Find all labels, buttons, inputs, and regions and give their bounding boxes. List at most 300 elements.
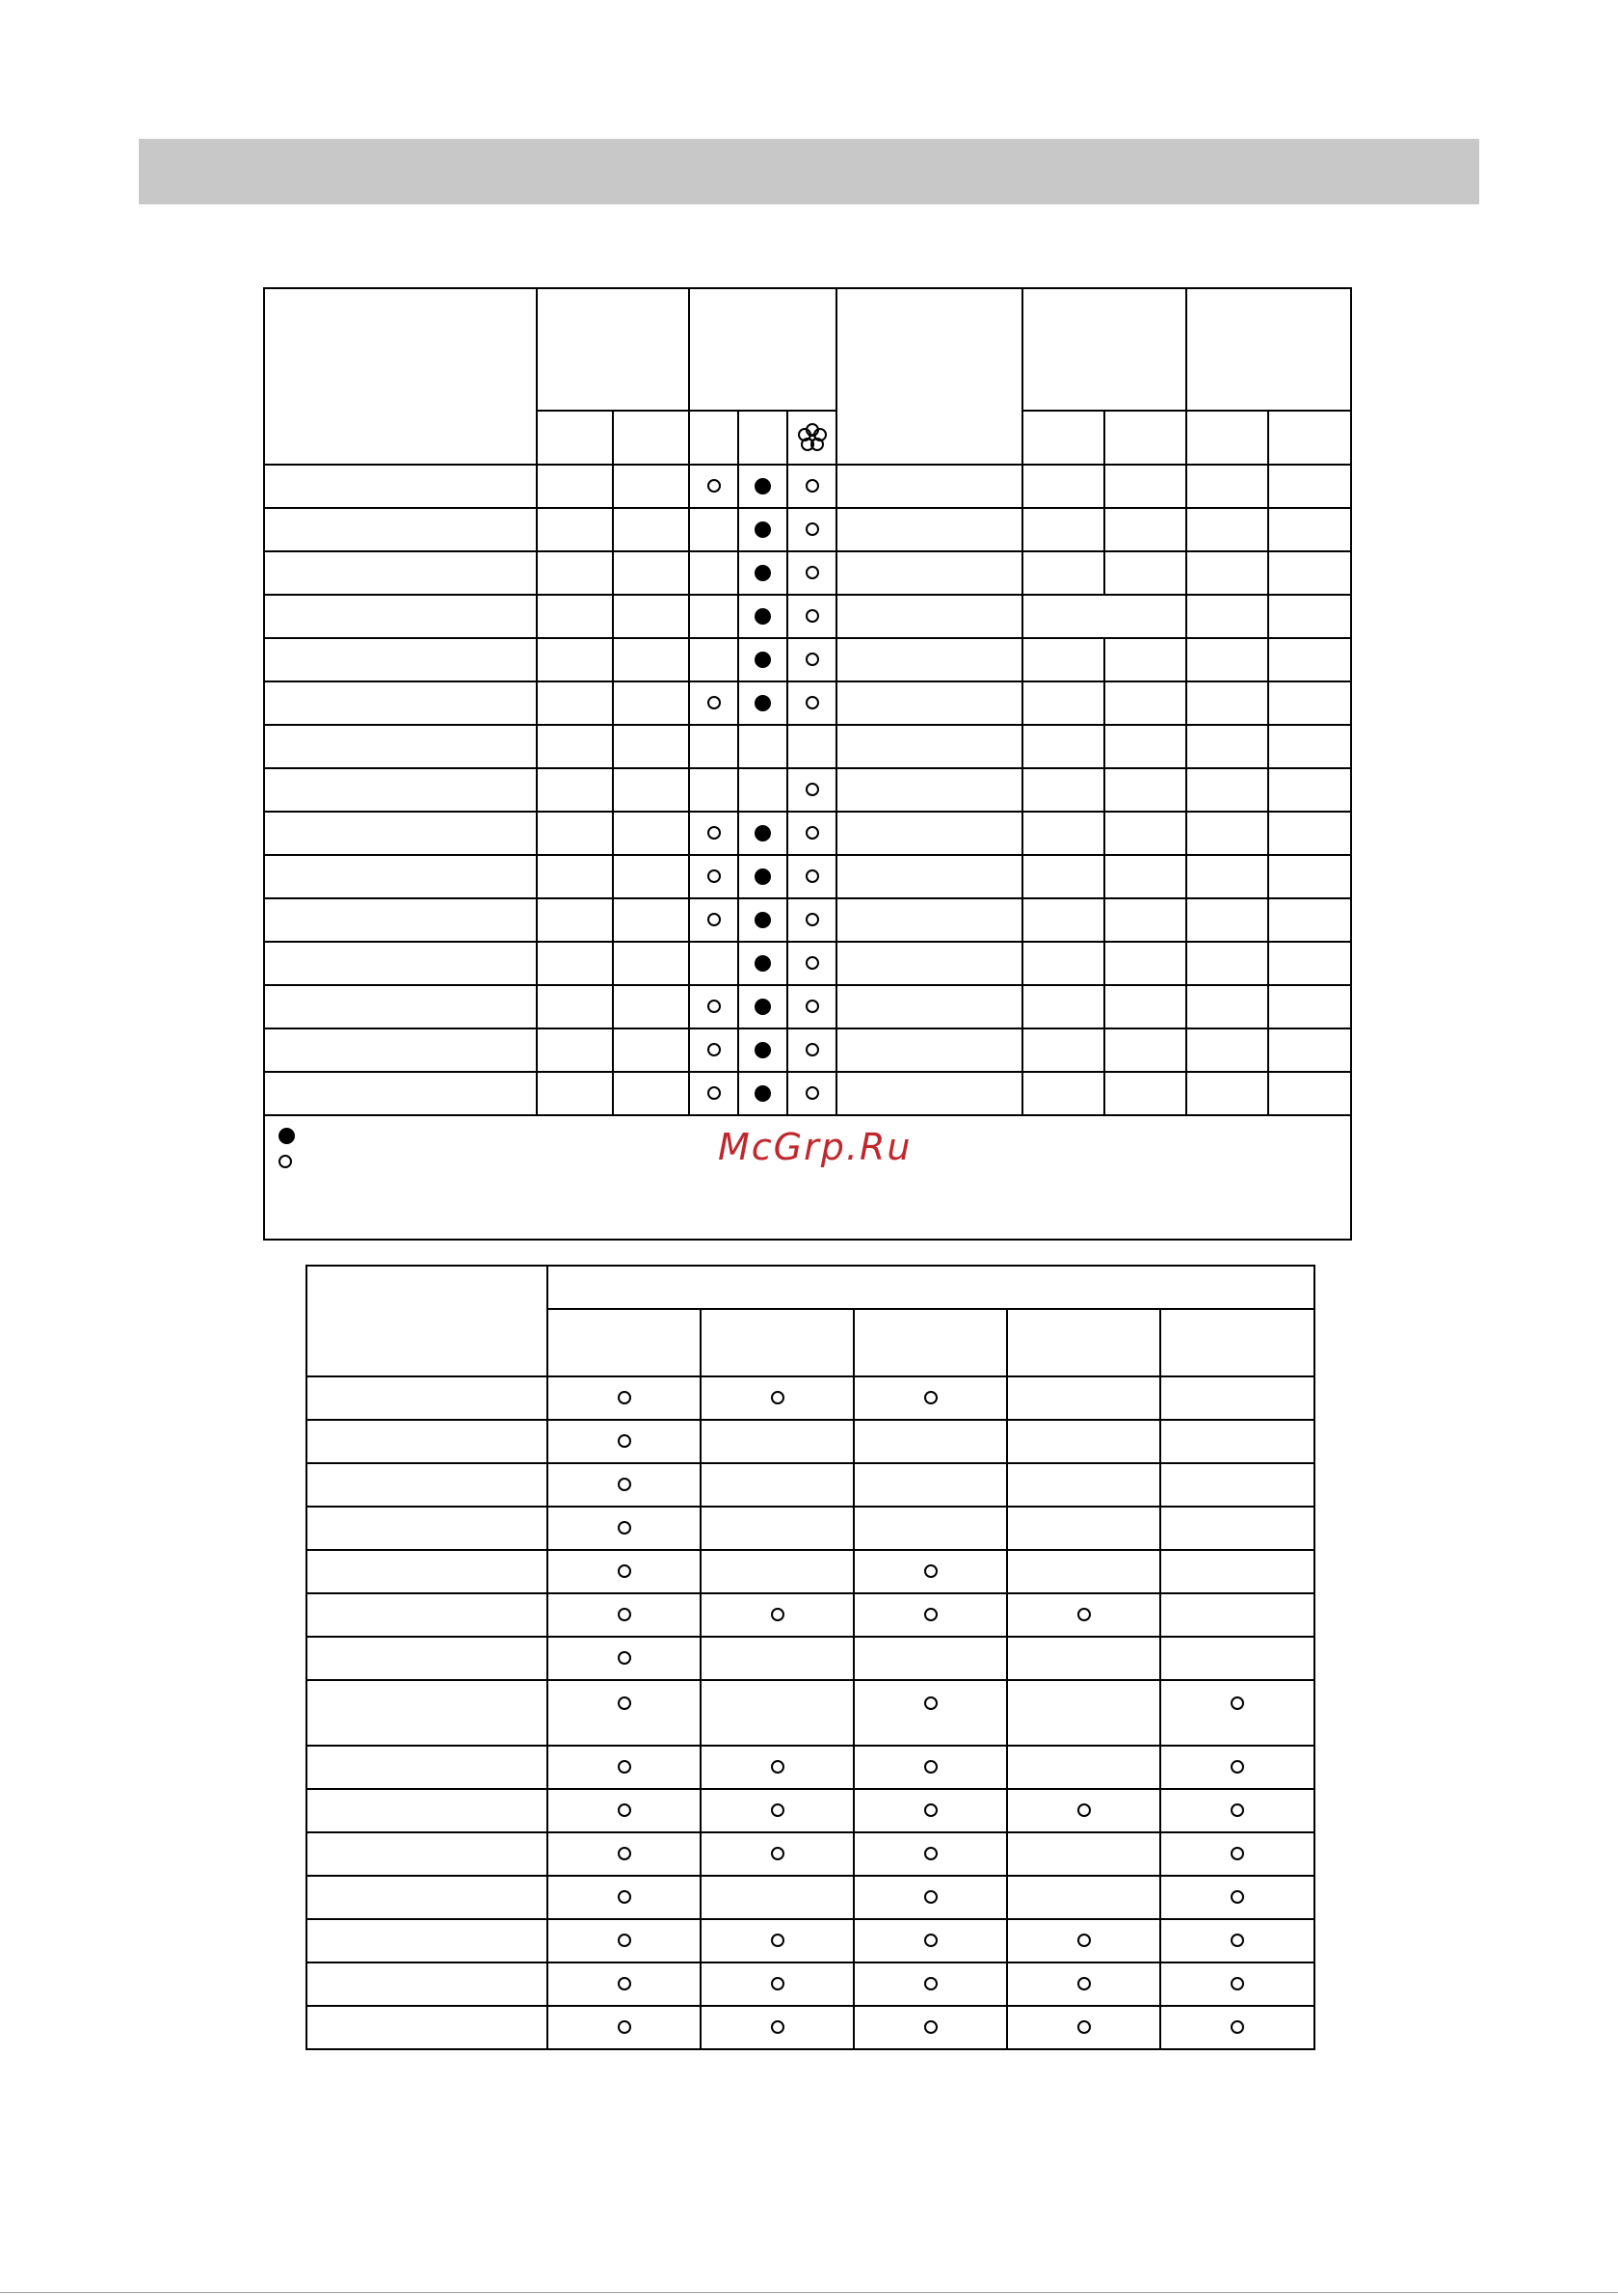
table-cell (306, 1962, 547, 2006)
table-cell (836, 898, 1022, 942)
table-cell (1268, 898, 1351, 942)
table-cell (1186, 942, 1268, 985)
table-cell (689, 638, 738, 681)
table-row (264, 942, 1351, 985)
table-cell (701, 1746, 854, 1789)
table-cell (1022, 725, 1104, 768)
table-cell (836, 1028, 1022, 1072)
subheader-cell (547, 1309, 701, 1376)
table-row (264, 508, 1351, 551)
table-cell (537, 985, 613, 1028)
table-cell (1104, 768, 1186, 812)
table-cell (1268, 1072, 1351, 1115)
filled-circle-icon (755, 1042, 771, 1058)
table-cell (854, 1746, 1007, 1789)
table-cell (1022, 898, 1104, 942)
table-cell (537, 638, 613, 681)
table-cell (689, 942, 738, 985)
table-cell (264, 1028, 537, 1072)
table-cell (1104, 681, 1186, 725)
open-circle-icon (618, 1760, 631, 1774)
table-cell (787, 681, 836, 725)
table-cell (787, 1028, 836, 1072)
table-cell (1007, 1919, 1160, 1962)
open-circle-icon (1077, 1934, 1091, 1947)
table-header-row (264, 288, 1351, 411)
table-header-row (306, 1266, 1314, 1309)
table-cell (738, 681, 787, 725)
table-cell (537, 1072, 613, 1115)
page-bottom-edge (0, 2292, 1618, 2293)
table-cell (689, 812, 738, 855)
table-cell (787, 942, 836, 985)
table-row (264, 681, 1351, 725)
table-cell (1104, 551, 1186, 595)
table-row (306, 1919, 1314, 1962)
table-cell (1186, 1072, 1268, 1115)
table-cell (264, 595, 537, 638)
table-cell (264, 465, 537, 508)
table-row (306, 1789, 1314, 1832)
table-cell (547, 1789, 701, 1832)
header-bar (139, 139, 1479, 204)
table-cell (787, 855, 836, 898)
header-cell (264, 288, 537, 465)
table-cell (701, 1376, 854, 1420)
filled-circle-icon (755, 1085, 771, 1102)
table-cell (1268, 768, 1351, 812)
table-row (306, 1876, 1314, 1919)
table-cell (1268, 855, 1351, 898)
header-cell (689, 288, 836, 411)
table-cell (854, 2006, 1007, 2049)
subheader-cell (1022, 411, 1104, 465)
filled-circle-icon (755, 521, 771, 538)
table-cell (613, 465, 689, 508)
open-circle-icon (771, 2020, 784, 2034)
filled-circle-icon (755, 695, 771, 711)
table-cell (547, 1832, 701, 1876)
open-circle-icon (806, 479, 819, 493)
table-cell (1268, 508, 1351, 551)
table-cell (1007, 1507, 1160, 1550)
table-cell (306, 1593, 547, 1637)
table-cell (787, 638, 836, 681)
table-row (306, 1746, 1314, 1789)
open-circle-icon (771, 1934, 784, 1947)
table-cell (613, 1072, 689, 1115)
table-cell (689, 985, 738, 1028)
table-cell (1022, 768, 1104, 812)
table-cell (836, 855, 1022, 898)
filled-circle-icon (755, 565, 771, 581)
table-row (306, 1962, 1314, 2006)
table-cell (738, 551, 787, 595)
table-cell (787, 985, 836, 1028)
table-cell (836, 595, 1022, 638)
table-cell (264, 508, 537, 551)
table-cell (613, 898, 689, 942)
table-cell (1160, 1680, 1314, 1746)
header-cell (1022, 288, 1186, 411)
table-cell (787, 508, 836, 551)
subheader-cell (537, 411, 613, 465)
open-circle-icon (924, 1934, 938, 1947)
table-cell (1007, 1876, 1160, 1919)
open-circle-icon (806, 653, 819, 666)
open-circle-icon (618, 1391, 631, 1404)
table-cell (613, 812, 689, 855)
open-circle-icon (618, 1803, 631, 1817)
table-cell (1104, 1028, 1186, 1072)
table-cell (264, 985, 537, 1028)
table-cell (689, 508, 738, 551)
table-cell (1160, 1463, 1314, 1507)
table-cell (537, 942, 613, 985)
table-cell (701, 1832, 854, 1876)
features-table-body (264, 288, 1351, 1240)
subheader-cell (689, 411, 738, 465)
table-cell (738, 898, 787, 942)
table-cell (1160, 1550, 1314, 1593)
open-circle-icon (924, 1760, 938, 1774)
table-cell (537, 465, 613, 508)
table-cell (1160, 1789, 1314, 1832)
table-cell (1160, 1876, 1314, 1919)
table-cell (306, 1463, 547, 1507)
table-row (264, 638, 1351, 681)
table-cell (547, 1919, 701, 1962)
table-cell (701, 1962, 854, 2006)
open-circle-icon (618, 1434, 631, 1448)
open-circle-icon (924, 1608, 938, 1621)
table-row (306, 1593, 1314, 1637)
table-cell (1160, 2006, 1314, 2049)
table-cell (836, 812, 1022, 855)
table-row (264, 855, 1351, 898)
table-row (306, 1420, 1314, 1463)
table-cell (836, 638, 1022, 681)
table-cell (613, 1028, 689, 1072)
table-cell (689, 725, 738, 768)
table-cell (1160, 1746, 1314, 1789)
table-cell (689, 1072, 738, 1115)
open-circle-icon (1231, 2020, 1244, 2034)
table-cell (854, 1507, 1007, 1550)
table-cell (1022, 551, 1104, 595)
table-cell (1007, 1637, 1160, 1680)
table-cell (1186, 595, 1268, 638)
filled-circle-icon (279, 1128, 295, 1144)
table-cell (547, 1680, 701, 1746)
table-cell (537, 898, 613, 942)
table-cell (1007, 1962, 1160, 2006)
table-cell (1160, 1420, 1314, 1463)
table-cell (1022, 985, 1104, 1028)
table-cell (613, 681, 689, 725)
table-cell (613, 768, 689, 812)
table-cell (1022, 1072, 1104, 1115)
table-cell (1104, 898, 1186, 942)
table-cell (537, 1028, 613, 1072)
table-cell (738, 1072, 787, 1115)
table-cell (1007, 1420, 1160, 1463)
open-circle-icon (806, 1086, 819, 1100)
open-circle-icon (771, 1760, 784, 1774)
header-cell (537, 288, 689, 411)
table-row (264, 725, 1351, 768)
open-circle-icon (806, 783, 819, 796)
table-cell (537, 551, 613, 595)
table-cell (547, 1376, 701, 1420)
open-circle-icon (806, 696, 819, 709)
table-cell (787, 1072, 836, 1115)
table-cell (1160, 1832, 1314, 1876)
table-cell (1268, 551, 1351, 595)
open-circle-icon (924, 2020, 938, 2034)
table-cell (854, 1832, 1007, 1876)
legend-item (279, 1128, 295, 1144)
table-cell (547, 1593, 701, 1637)
table-cell (613, 508, 689, 551)
table-cell (547, 1463, 701, 1507)
table-cell (264, 638, 537, 681)
subheader-cell (1268, 411, 1351, 465)
table-cell (1007, 1593, 1160, 1637)
table-cell (537, 812, 613, 855)
table-cell (306, 1550, 547, 1593)
table-cell (854, 1593, 1007, 1637)
table-cell (1007, 1746, 1160, 1789)
table-cell (1268, 638, 1351, 681)
table-cell (1022, 638, 1104, 681)
table-cell (836, 681, 1022, 725)
open-circle-icon (618, 1564, 631, 1578)
table-cell (738, 942, 787, 985)
table-cell (701, 1919, 854, 1962)
open-circle-icon (924, 1391, 938, 1404)
table-cell (264, 942, 537, 985)
open-circle-icon (771, 1608, 784, 1621)
table-cell (1268, 985, 1351, 1028)
subheader-cell (701, 1309, 854, 1376)
table-row (264, 595, 1351, 638)
table-cell (689, 1028, 738, 1072)
table-cell (738, 768, 787, 812)
table-cell (854, 1962, 1007, 2006)
table-cell (547, 2006, 701, 2049)
table-cell (547, 1746, 701, 1789)
table-cell (787, 595, 836, 638)
table-cell (1268, 725, 1351, 768)
table-row (264, 812, 1351, 855)
filled-circle-icon (755, 912, 771, 928)
open-circle-icon (707, 826, 721, 840)
header-cell (836, 288, 1022, 465)
options-table (305, 1265, 1315, 2050)
table-row (306, 1550, 1314, 1593)
open-circle-icon (806, 566, 819, 579)
table-cell (836, 985, 1022, 1028)
table-cell (1160, 1637, 1314, 1680)
table-row (306, 1680, 1314, 1746)
header-cell (547, 1266, 1314, 1309)
table-cell (1186, 681, 1268, 725)
table-cell (1022, 508, 1104, 551)
table-cell (854, 1789, 1007, 1832)
table-cell (701, 1420, 854, 1463)
subheader-cell (738, 411, 787, 465)
table-cell (306, 1789, 547, 1832)
table-cell (854, 1550, 1007, 1593)
table-cell (1160, 1376, 1314, 1420)
header-cell (1186, 288, 1351, 411)
table-row (306, 1832, 1314, 1876)
table-cell (1268, 465, 1351, 508)
table-cell (1186, 898, 1268, 942)
table-cell (1022, 812, 1104, 855)
open-circle-icon (771, 1977, 784, 1990)
open-circle-icon (707, 1086, 721, 1100)
open-circle-icon (618, 1651, 631, 1665)
table-cell (1186, 855, 1268, 898)
open-circle-icon (924, 1847, 938, 1860)
table-cell (1268, 812, 1351, 855)
open-circle-icon (618, 1696, 631, 1710)
table-cell (613, 942, 689, 985)
open-circle-icon (1077, 1803, 1091, 1817)
open-circle-icon (806, 869, 819, 883)
table-cell (547, 1550, 701, 1593)
table-cell (689, 465, 738, 508)
table-cell (1186, 812, 1268, 855)
open-circle-icon (806, 1000, 819, 1013)
table-cell (738, 812, 787, 855)
open-circle-icon (924, 1890, 938, 1904)
filled-circle-icon (755, 999, 771, 1015)
table-cell (1022, 595, 1186, 638)
table-cell (1104, 725, 1186, 768)
table-row (264, 985, 1351, 1028)
table-cell (537, 855, 613, 898)
table-cell (701, 1550, 854, 1593)
subheader-cell (1160, 1309, 1314, 1376)
table-cell (1007, 1463, 1160, 1507)
table-cell (264, 898, 537, 942)
table-cell (306, 1376, 547, 1420)
open-circle-icon (924, 1564, 938, 1578)
filled-circle-icon (755, 652, 771, 668)
open-circle-icon (1231, 1803, 1244, 1817)
open-circle-icon (1231, 1696, 1244, 1710)
table-cell (854, 1680, 1007, 1746)
table-cell (1186, 1028, 1268, 1072)
table-row (264, 465, 1351, 508)
table-row (306, 1637, 1314, 1680)
table-cell (689, 551, 738, 595)
table-cell (1268, 1028, 1351, 1072)
table-cell (1022, 465, 1104, 508)
open-circle-icon (618, 2020, 631, 2034)
table-cell (264, 725, 537, 768)
table-cell (1268, 595, 1351, 638)
table-cell (738, 508, 787, 551)
features-table (263, 287, 1352, 1241)
open-circle-icon (1077, 2020, 1091, 2034)
flower-icon (796, 421, 829, 454)
open-circle-icon (924, 1803, 938, 1817)
table-cell (1022, 681, 1104, 725)
table-cell (787, 812, 836, 855)
table-cell (1022, 1028, 1104, 1072)
filled-circle-icon (755, 868, 771, 885)
table-cell (836, 725, 1022, 768)
table-cell (537, 595, 613, 638)
open-circle-icon (1231, 1934, 1244, 1947)
subheader-cell (1186, 411, 1268, 465)
table-cell (306, 1832, 547, 1876)
table-cell (1186, 508, 1268, 551)
open-circle-icon (618, 1890, 631, 1904)
table-cell (1186, 465, 1268, 508)
table-row (264, 1028, 1351, 1072)
table-cell (689, 595, 738, 638)
open-circle-icon (618, 1977, 631, 1990)
table-cell (306, 1680, 547, 1746)
table-row (264, 551, 1351, 595)
open-circle-icon (806, 609, 819, 623)
open-circle-icon (771, 1391, 784, 1404)
open-circle-icon (618, 1521, 631, 1535)
table-cell (264, 681, 537, 725)
table-cell (836, 942, 1022, 985)
table-cell (547, 1507, 701, 1550)
table-cell (264, 768, 537, 812)
table-cell (1186, 638, 1268, 681)
table-cell (738, 465, 787, 508)
filled-circle-icon (755, 478, 771, 494)
table-cell (1104, 942, 1186, 985)
table-cell (701, 1789, 854, 1832)
table-cell (854, 1637, 1007, 1680)
subheader-cell (1104, 411, 1186, 465)
table-cell (787, 768, 836, 812)
table-cell (701, 1507, 854, 1550)
table-cell (738, 985, 787, 1028)
table-cell (547, 1876, 701, 1919)
open-circle-icon (924, 1696, 938, 1710)
open-circle-icon (806, 1043, 819, 1056)
filled-circle-icon (755, 608, 771, 625)
table-cell (738, 638, 787, 681)
table-cell (836, 551, 1022, 595)
table-cell (264, 812, 537, 855)
table-cell (787, 898, 836, 942)
table-cell (1104, 638, 1186, 681)
open-circle-icon (1231, 1977, 1244, 1990)
table-cell (701, 2006, 854, 2049)
open-circle-icon (806, 913, 819, 926)
table-cell (701, 1637, 854, 1680)
legend-item (279, 1155, 292, 1168)
table-cell (1186, 768, 1268, 812)
watermark: McGrp.Ru (718, 1126, 913, 1168)
table-cell (1007, 1789, 1160, 1832)
open-circle-icon (1077, 1608, 1091, 1621)
table-cell (547, 1420, 701, 1463)
table-cell (836, 768, 1022, 812)
open-circle-icon (1231, 1890, 1244, 1904)
